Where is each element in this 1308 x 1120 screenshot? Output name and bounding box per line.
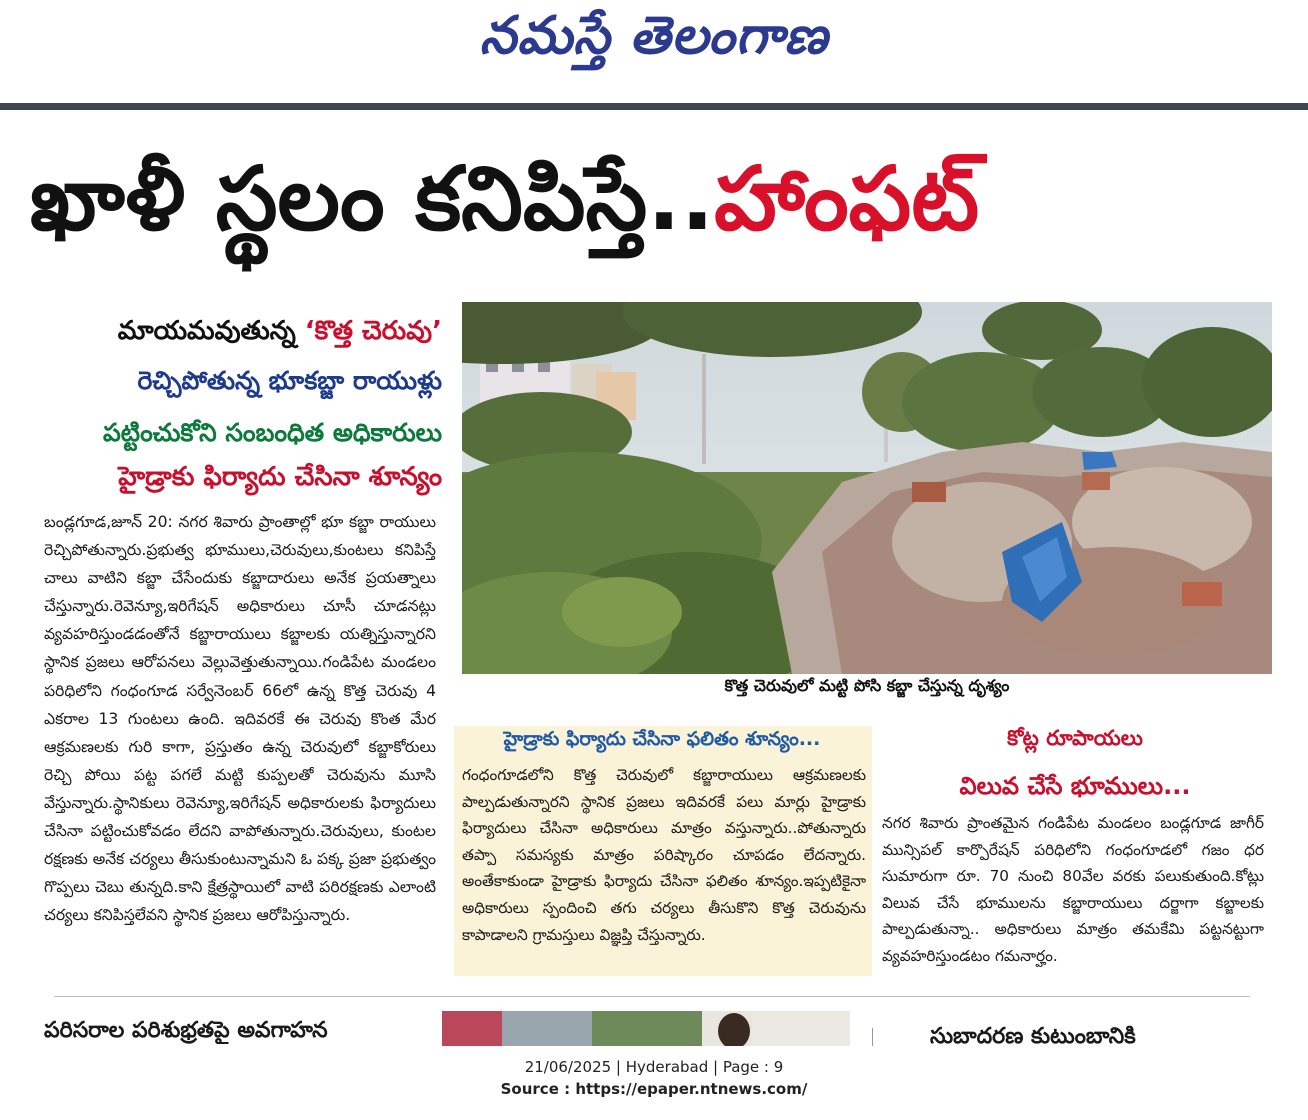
subhead-4: హైడ్రాకు ఫిర్యాదు చేసినా శూన్యం [118,462,442,492]
next-article-photo [442,1011,850,1046]
masthead [0,0,1308,104]
newspaper-logo: నమస్తే తెలంగాణ [479,6,829,66]
sidebar-body: నగర శివారు ప్రాంతమైన గండిపేట మండలం బండ్లగూడ జాగీర్ మున్సిపల్ కార్పొరేషన్ పరిధిలోని గంధంగూడలో గజం ధర సుమారుగా రూ. 70 నుంచి 80వేల వరకు పలుకుతుంది.కోట్లు విలువ చేసే భూములను కబ్జారాయులు దర్జాగా కబ్జాలకు పాల్పడుతున్నా.. అధికారులు మాత్రం తమకేమి పట్టనట్టుగా వ్యవహరిస్తుండటం గమనార్హం. [882,814,1264,965]
subhead-2: రెచ్చిపోతున్న భూకబ్జా రాయుళ్లు [137,366,442,395]
section-divider [54,996,1250,997]
headline-part2: హాంఫట్ [714,147,980,250]
sidebar-title-2: విలువ చేసే భూములు... [959,772,1191,800]
subhead-1-prefix: మాయమవుతున్న [117,316,305,346]
footer-date-page: 21/06/2025 | Hyderabad | Page : 9 [524,1058,784,1076]
next-article-headline-right: సుబాదరణ కుటుంబానికి [930,1024,1136,1044]
column-divider [872,1028,873,1048]
box-body: గంధంగూడలోని కొత్త చెరువులో కబ్జారాయులు ఆక్రమణలకు పాల్పడుతున్నారని స్థానిక ప్రజలు ఇదివరకే పలు మార్లు హైడ్రాకు ఫిర్యాదులు చేసినా అధికారులు మాత్రం వస్తున్నారు..పోతున్నారు తప్పా సమస్యకు మాత్రం పరిష్కారం చూపడం లేదన్నారు. అంతేకాకుండా హైడ్రాకు ఫిర్యాదు చేసినా ఫలితం శూన్యం.ఇప్పటికైనా అధికారులు స్పందించి తగు చర్యలు తీసుకొని కొత్త చెరువును కాపాడాలని గ్రామస్తులు విజ్ఞప్తి చేస్తున్నారు. [462,766,866,944]
article-body: బండ్లగూడ,జూన్ 20: నగర శివారు ప్రాంతాల్లో భూ కబ్జా రాయులు రెచ్చిపోతున్నారు.ప్రభుత్వ భూములు,చెరువులు,కుంటలు కనిపిస్తే చాలు వాటిని కబ్జా చేసేందుకు కబ్జాదారులు అనేక ప్రయత్నాలు చేస్తున్నారు.రెవెన్యూ,ఇరిగేషన్ అధికారులు చూసీ చూడనట్లు వ్యవహరిస్తుండడంతోనే కబ్జారాయులు కబ్జాలకు యత్నిస్తున్నారని స్థానిక ప్రజలు ఆరోపనలు వెల్లువెత్తుతున్నాయి.గండిపేట మండలం పరిధిలోని గంధంగూడ సర్వేనెంబర్ 66లో ఉన్న కొత్త చెరువు 4 ఎకరాల 13 గుంటలు ఉంది. ఇదివరకే ఈ చెరువు కొంత మేర ఆక్రమణలకు గురి కాగా, ప్రస్తుతం ఉన్న చెరువులో కబ్జాకోరులు రెచ్చి పోయి పట్ట పగలే మట్టి కుప్పలతో చెరువును మూసి వేస్తున్నారు.స్థానికులు రెవెన్యూ,ఇరిగేషన్ అధికారులకు ఫిర్యాదులు చేసినా పట్టించుకోవడం లేదని వాపోతున్నారు.చెరువులు, కుంటల రక్షణకు అనేక చర్యలు తీసుకుంటున్నామని ఓ పక్క ప్రజా ప్రభుత్వం గొప్పలు చెబు తున్నది.కాని క్షేత్రస్థాయిలో వాటి పరిరక్షణకు ఎలాంటి చర్యలు కనిపిస్తలేవని స్థానిక ప్రజలు ఆరోపిస్తున్నారు. [44,513,436,925]
subhead-3: పట్టించుకోని సంబంధిత అధికారులు [103,418,442,447]
headline [30,124,1290,274]
page-footer [0,1046,1308,1120]
subhead-1 [42,316,442,352]
box-title: హైడ్రాకు ఫిర్యాదు చేసినా ఫలితం శూన్యం... [503,728,821,750]
sidebar-title-1: కోట్ల రూపాయలు [1007,726,1143,750]
headline-part1: ఖాళీ స్థలం కనిపిస్తే.. [30,147,715,250]
subhead-1-quote: ‘కొత్త చెరువు’ [304,316,442,346]
photo-caption: కొత్త చెరువులో మట్టి పోసి కబ్జా చేస్తున్న దృశ్యం [724,676,1010,695]
article-photo [462,302,1272,674]
masthead-rule [0,103,1308,110]
footer-source: Source : https://epaper.ntnews.com/ [500,1080,808,1098]
next-article-headline-left: పరిసరాల పరిశుభ్రతపై అవగాహన [44,1018,328,1043]
